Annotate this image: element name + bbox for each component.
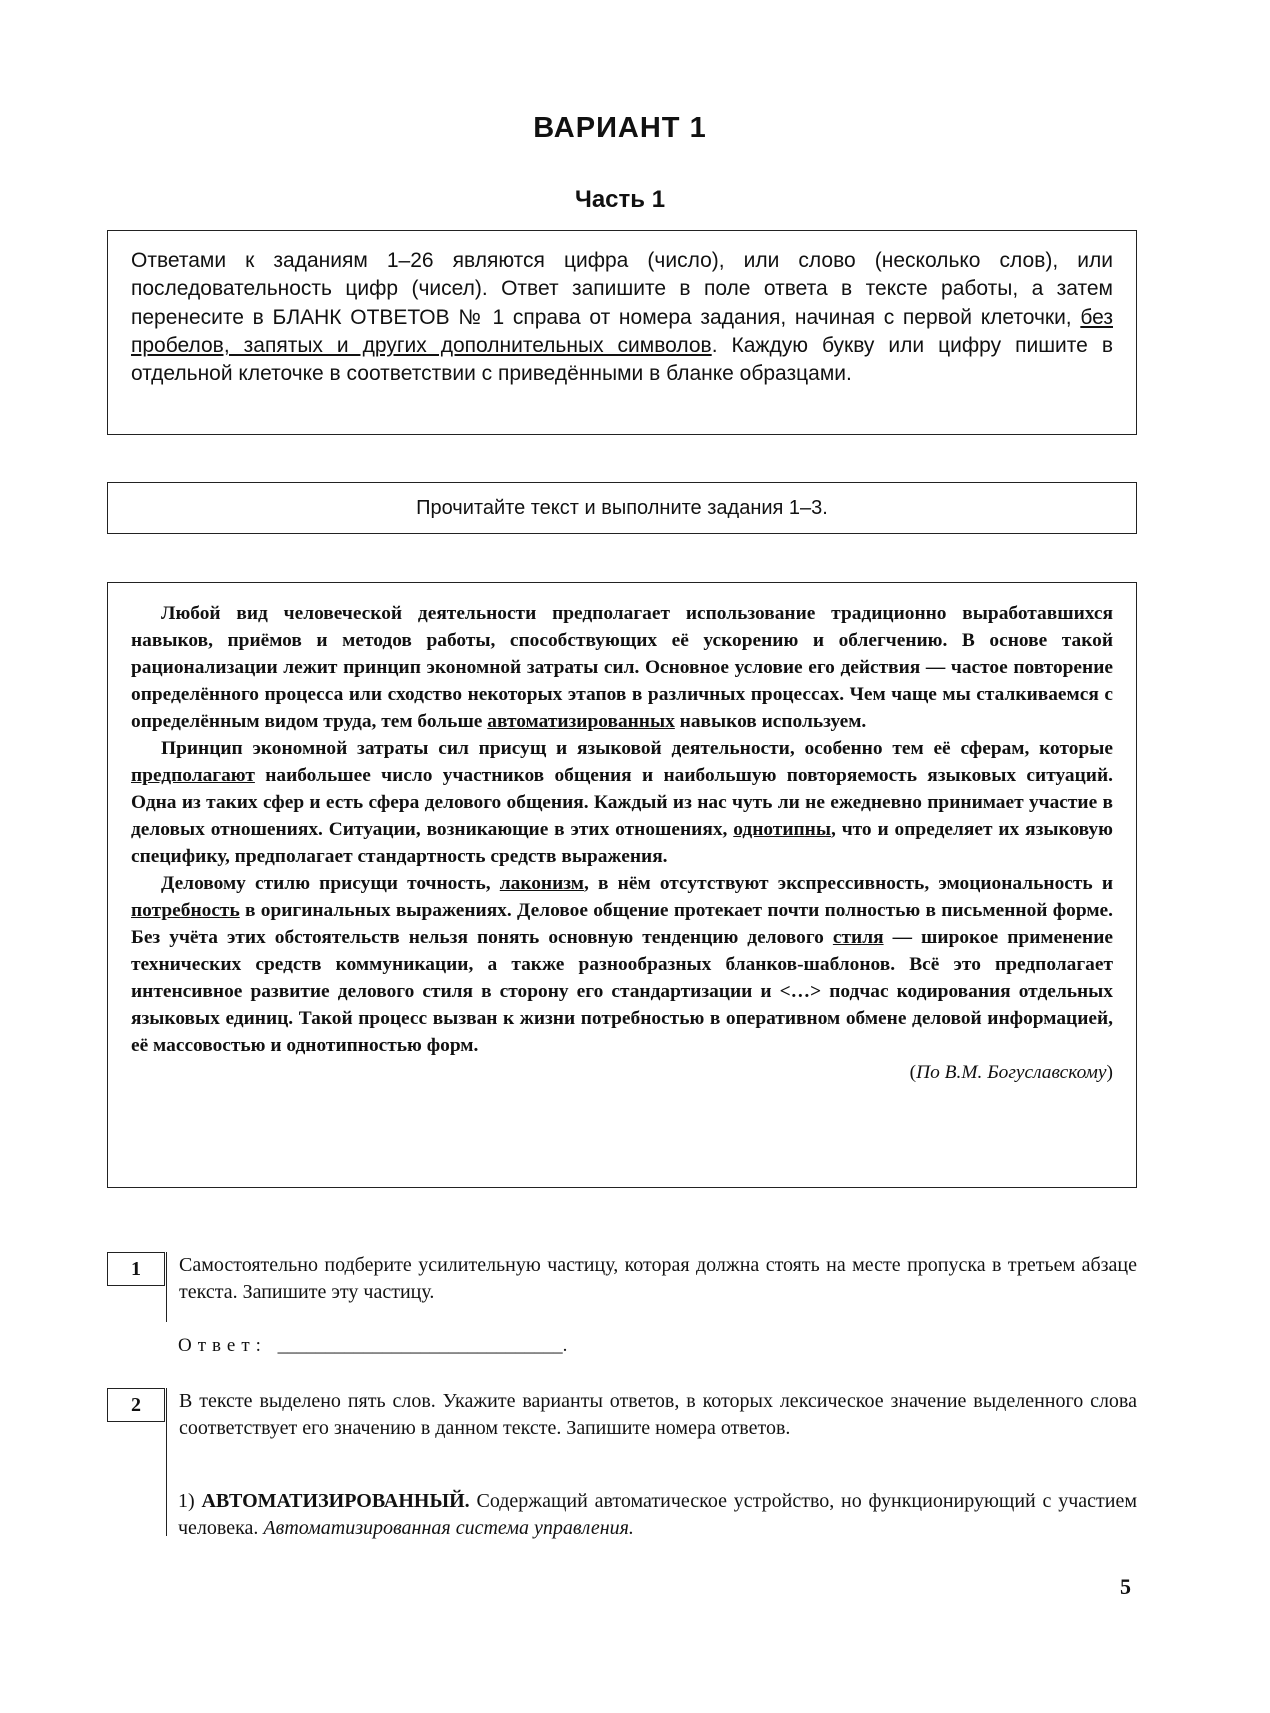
instructions-underlined: без пробелов, запятых и других дополнительных символов bbox=[131, 305, 1113, 357]
variant-title: ВАРИАНТ 1 bbox=[533, 112, 707, 144]
paragraph-3 bbox=[131, 870, 1113, 1059]
task-1-text: Самостоятельно подберите усилительную частицу, которая должна стоять на месте пропуска в третьем абзаце текста. Запишите эту частицу. bbox=[166, 1252, 1137, 1322]
text-run: , в нём отсутствуют экспрессивность, эмоциональность и bbox=[584, 873, 1113, 894]
reading-text-box bbox=[107, 582, 1137, 1188]
option-word: АВТОМАТИЗИРОВАННЫЙ. bbox=[201, 1490, 470, 1512]
text-run: навыков используем. bbox=[674, 711, 867, 732]
instructions-box bbox=[107, 230, 1137, 435]
text-run: — широкое применение технических средств коммуникации, а также разнообразных бланков-шаблонов. Всё это предполагает интенсивное развитие делового стиля в сторону его стандартизации и <…> подчас кодирования отдельных языковых единиц. Такой процесс вызван к жизни потребностью в оперативном обмене деловой информацией, её массовостью и однотипностью форм. bbox=[131, 927, 1113, 1056]
task-1-number: 1 bbox=[107, 1252, 165, 1286]
highlighted-word-6: стиля bbox=[832, 927, 884, 948]
text-run: Любой вид человеческой деятельности предполагает использование традиционно выработавшихся навыков, приёмов и методов работы, способствующих её ускорению и облегчению. В основе такой рационализации лежит принцип экономной затраты сил. Основное условие его действия — частое повторение определённого процесса или сходство некоторых этапов в различных процессах. Чем чаще мы сталкиваемся с определённым видом труда, тем больше bbox=[131, 603, 1113, 732]
option-example: Автоматизированная система управления. bbox=[263, 1517, 634, 1539]
highlighted-word-4: лаконизм bbox=[499, 873, 585, 894]
highlighted-word-1: автоматизированных bbox=[487, 711, 675, 732]
answer-line[interactable]: ______________________________. bbox=[277, 1335, 568, 1356]
text-run: , что и определяет их языковую специфику, предполагает стандартность средств выражения. bbox=[131, 819, 1113, 867]
task-2-option-1 bbox=[178, 1488, 1137, 1542]
read-instruction-box bbox=[107, 482, 1137, 534]
text-run: наибольшее число участников общения и наибольшую повторяемость языковых ситуаций. Одна из таких сфер и есть сфера делового общения. Каждый из нас чуть ли не ежедневно принимает участие в деловых отношениях. Ситуации, возникающие в этих отношениях, bbox=[131, 765, 1113, 840]
answer-label: Ответ: bbox=[178, 1335, 267, 1356]
text-run: Деловому стилю присущи точность, bbox=[161, 873, 500, 894]
task-1-answer[interactable] bbox=[178, 1335, 567, 1357]
task-2-number: 2 bbox=[107, 1388, 165, 1422]
text-run: Принцип экономной затраты сил присущ и языковой деятельности, особенно тем её сферам, которые bbox=[161, 738, 1113, 759]
highlighted-word-5: потребность bbox=[131, 900, 240, 921]
part-title: Часть 1 bbox=[574, 186, 666, 213]
source-paren: ) bbox=[1106, 1062, 1113, 1083]
source-author: По В.М. Богуславскому bbox=[916, 1062, 1107, 1083]
highlighted-word-3: однотипны bbox=[733, 819, 831, 840]
option-number: 1) bbox=[178, 1490, 195, 1512]
page-number: 5 bbox=[1120, 1574, 1131, 1599]
instructions-text-before: Ответами к заданиям 1–26 являются цифра (число), или слово (несколько слов), или последовательность цифр (чисел). Ответ запишите в поле ответа в тексте работы, а затем перенесите в БЛАНК ОТВЕТОВ № 1 справа от номера задания, начиная с первой клеточки, bbox=[131, 249, 1113, 329]
option-definition: Содержащий автоматическое устройство, но функционирующий с участием человека. bbox=[178, 1490, 1137, 1539]
paragraph-2 bbox=[131, 735, 1113, 870]
source-paren: ( bbox=[909, 1062, 917, 1083]
instructions-text-after: . Каждую букву или цифру пишите в отдельной клеточке в соответствии с приведёнными в бланке образцами. bbox=[131, 333, 1113, 386]
paragraph-1 bbox=[131, 600, 1113, 735]
text-run: в оригинальных выражениях. Деловое общение протекает почти полностью в письменной форме. Без учёта этих обстоятельств нельзя понять основную тенденцию делового bbox=[131, 900, 1113, 948]
highlighted-word-2: предполагают bbox=[131, 765, 255, 786]
task-2-text: В тексте выделено пять слов. Укажите варианты ответов, в которых лексическое значение выделенного слова соответствует его значению в данном тексте. Запишите номера ответов. bbox=[166, 1388, 1137, 1536]
read-instruction: Прочитайте текст и выполните задания 1–3. bbox=[416, 497, 828, 519]
source-citation bbox=[131, 1059, 1113, 1086]
